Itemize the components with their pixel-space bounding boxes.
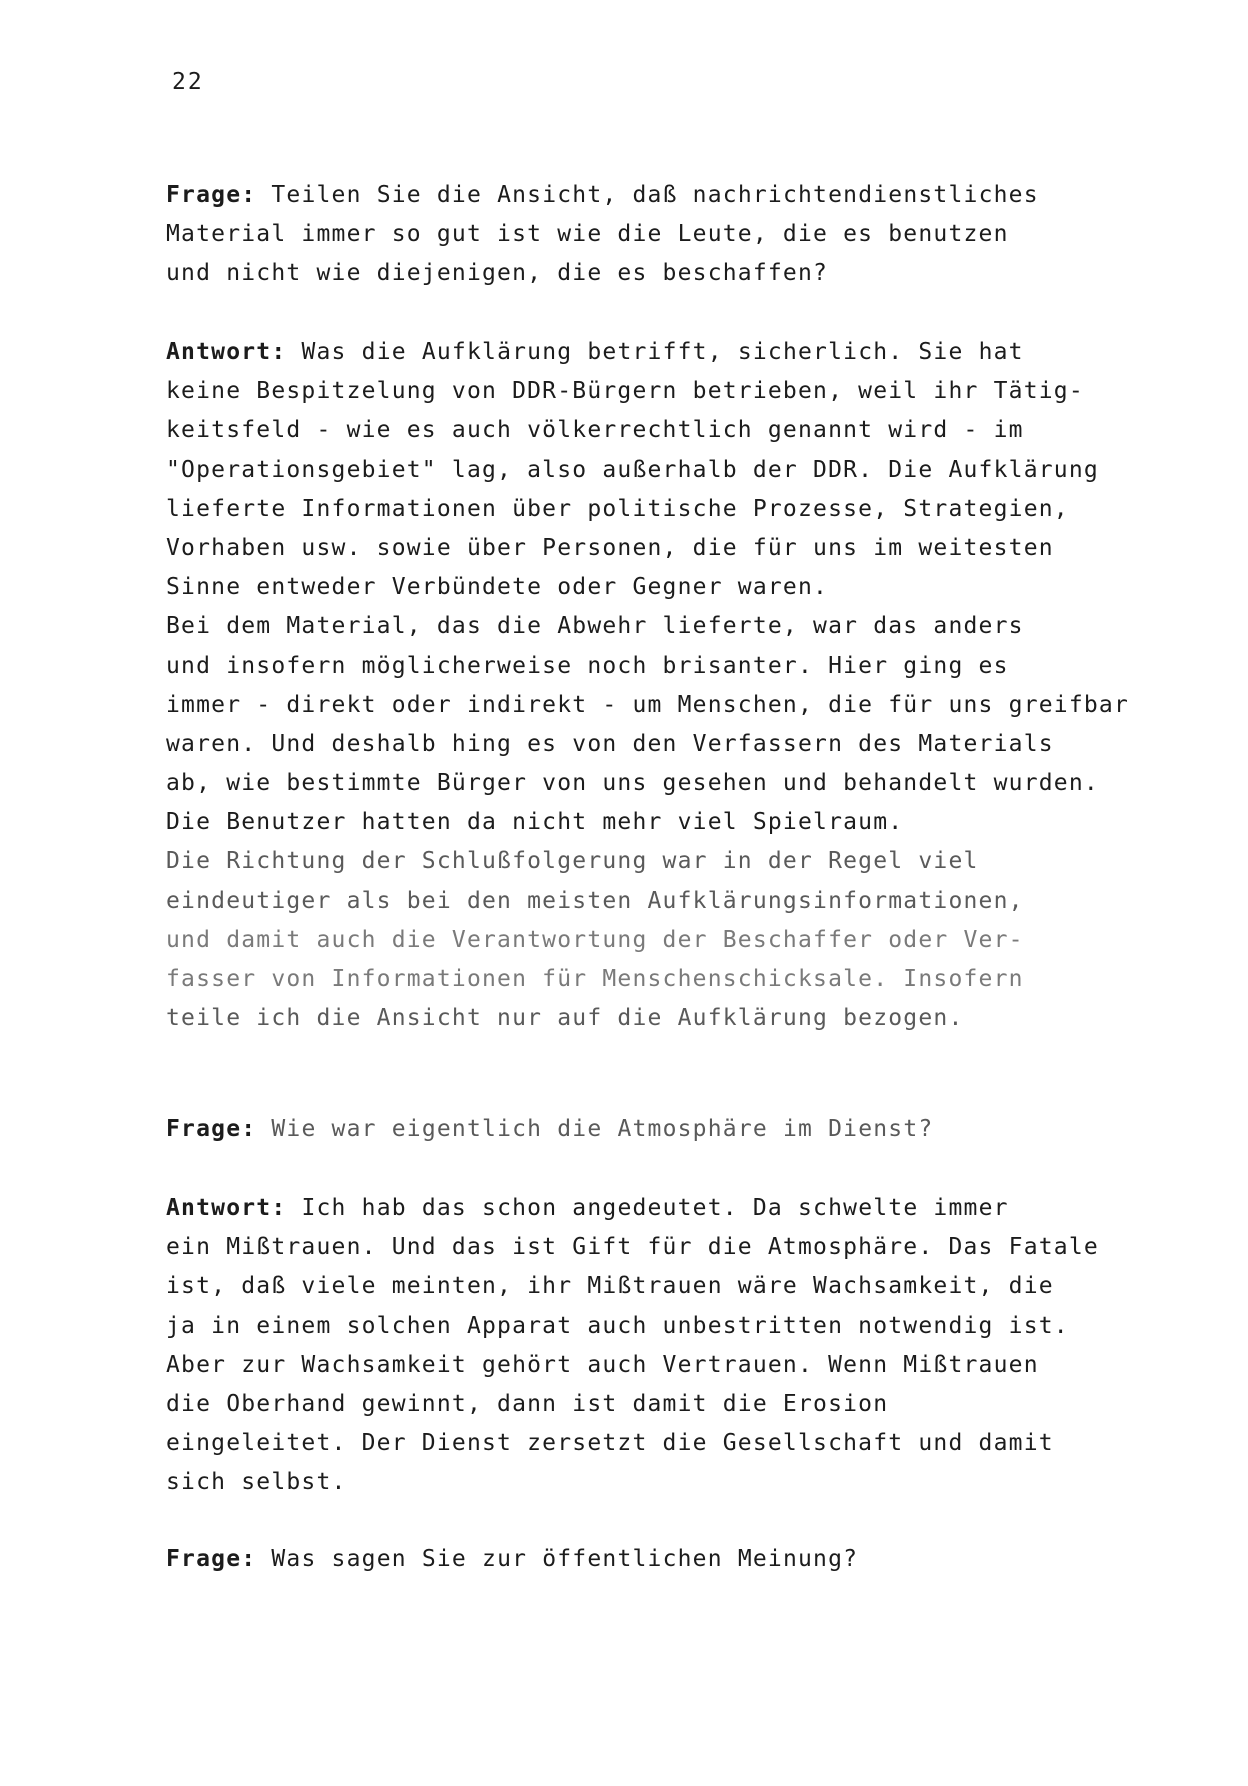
answer-label: Antwort: — [166, 1195, 287, 1221]
text-line: waren. Und deshalb hing es von den Verfassern des Materials — [166, 730, 1054, 757]
text-line: Frage: Wie war eigentlich die Atmosphäre im Dienst? — [166, 1116, 934, 1142]
text-line: ein Mißtrauen. Und das ist Gift für die Atmosphäre. Das Fatale — [166, 1234, 1099, 1261]
question-3 — [166, 1540, 1226, 1579]
text-line: Die Richtung der Schlußfolgerung war in der Regel viel — [166, 848, 979, 875]
text-line: "Operationsgebiet" lag, also außerhalb der DDR. Die Aufklärung — [166, 456, 1099, 483]
text-line: ab, wie bestimmte Bürger von uns gesehen und behandelt wurden. — [166, 770, 1099, 797]
question-label: Frage: — [166, 1116, 257, 1142]
text-line: und insofern möglicherweise noch brisanter. Hier ging es — [166, 652, 1009, 679]
question-1 — [166, 176, 1226, 294]
answer-2 — [166, 1189, 1226, 1503]
text-line: lieferte Informationen über politische Prozesse, Strategien, — [166, 495, 1069, 522]
text-line: eingeleitet. Der Dienst zersetzt die Gesellschaft und damit — [166, 1430, 1054, 1457]
text-line: Sinne entweder Verbündete oder Gegner waren. — [166, 574, 829, 601]
text-line: Die Benutzer hatten da nicht mehr viel Spielraum. — [166, 809, 904, 836]
text-line: teile ich die Ansicht nur auf die Aufklärung bezogen. — [166, 1005, 964, 1032]
question-2 — [166, 1110, 1226, 1149]
text-line: immer - direkt oder indirekt - um Menschen, die für uns greifbar — [166, 691, 1130, 718]
text-line: Aber zur Wachsamkeit gehört auch Vertrauen. Wenn Mißtrauen — [166, 1351, 1039, 1378]
text-line: Frage: Was sagen Sie zur öffentlichen Meinung? — [166, 1546, 859, 1572]
answer-label: Antwort: — [166, 339, 287, 365]
text-line: die Oberhand gewinnt, dann ist damit die Erosion — [166, 1390, 889, 1417]
text-line: Antwort: Was die Aufklärung betrifft, sicherlich. Sie hat — [166, 339, 1024, 365]
text-line: und damit auch die Verantwortung der Beschaffer oder Ver- — [166, 926, 1024, 953]
text-line: Antwort: Ich hab das schon angedeutet. Da schwelte immer — [166, 1195, 1009, 1221]
text-line: Bei dem Material, das die Abwehr lieferte, war das anders — [166, 613, 1024, 640]
text-line: und nicht wie diejenigen, die es beschaffen? — [166, 260, 829, 287]
text-line: Frage: Teilen Sie die Ansicht, daß nachrichtendienstliches — [166, 182, 1039, 208]
text-line: Vorhaben usw. sowie über Personen, die für uns im weitesten — [166, 534, 1054, 561]
page-number: 22 — [172, 69, 204, 95]
text-line: Material immer so gut ist wie die Leute, die es benutzen — [166, 221, 1009, 248]
text-line: ist, daß viele meinten, ihr Mißtrauen wäre Wachsamkeit, die — [166, 1273, 1054, 1300]
text-line: fasser von Informationen für Menschenschicksale. Insofern — [166, 966, 1024, 992]
question-label: Frage: — [166, 1546, 257, 1572]
text-line: keine Bespitzelung von DDR-Bürgern betrieben, weil ihr Tätig- — [166, 378, 1084, 405]
text-line: sich selbst. — [166, 1469, 347, 1496]
answer-1 — [166, 333, 1226, 1038]
text-line: keitsfeld - wie es auch völkerrechtlich genannt wird - im — [166, 417, 1024, 444]
text-line: ja in einem solchen Apparat auch unbestritten notwendig ist. — [166, 1312, 1069, 1339]
question-label: Frage: — [166, 182, 257, 208]
text-line: eindeutiger als bei den meisten Aufklärungsinformationen, — [166, 887, 1024, 914]
